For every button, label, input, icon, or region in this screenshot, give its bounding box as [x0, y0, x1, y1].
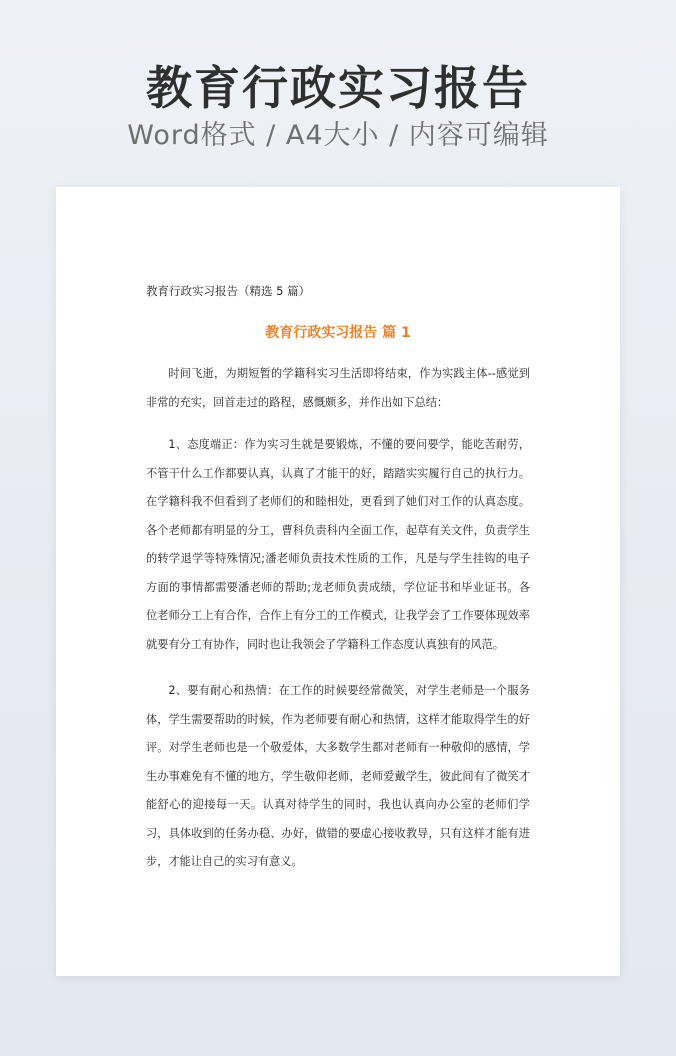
paragraph-attitude: 1、态度端正：作为实习生就是要锻炼，不懂的要问要学，能吃苦耐劳，不管干什么工作都要认真，认真了才能干的好，踏踏实实履行自己的执行力。在学籍科我不但看到了老师们的和睦相处，更看到了她们对工作的认真态度。各个老师都有明显的分工，曹科负责科内全面工作，起草有关文件，负责学生的转学退学等特殊情况;潘老师负责技术性质的工作，凡是与学生挂钩的电子方面的事情都需要潘老师的帮助;龙老师负责成绩，学位证书和毕业证书。各位老师分工上有合作，合作上有分工的工作模式，让我学会了工作要体现效率就要有分工有协作，同时也让我领会了学籍科工作态度认真独有的风范。 [146, 438, 530, 651]
section-heading: 教育行政实习报告 篇 1 [265, 325, 411, 341]
banner-title: 教育行政实习报告 [146, 61, 530, 115]
document-page [56, 187, 620, 976]
paragraph-patience: 2、要有耐心和热情：在工作的时候要经常微笑，对学生老师是一个服务体，学生需要帮助的时候，作为老师要有耐心和热情，这样才能取得学生的好评。对学生老师也是一个敬爱体，大多数学生都对老师有一种敬仰的感情，学生办事难免有不懂的地方，学生敬仰老师，老师爱戴学生，彼此间有了微笑才能舒心的迎接每一天。认真对待学生的同时，我也认真向办公室的老师们学习，具体收到的任务办稳、办好，做错的要虚心接收教导，只有这样才能有进步，才能让自己的实习有意义。 [146, 684, 530, 868]
paragraph-intro: 时间飞逝，为期短暂的学籍科实习生活即将结束，作为实践主体--感觉到非常的充实，回首走过的路程，感慨颇多，并作出如下总结： [146, 367, 530, 409]
document-header: 教育行政实习报告（精选 5 篇） [146, 284, 311, 298]
banner-subtitle: Word格式 / A4大小 / 内容可编辑 [127, 120, 549, 151]
